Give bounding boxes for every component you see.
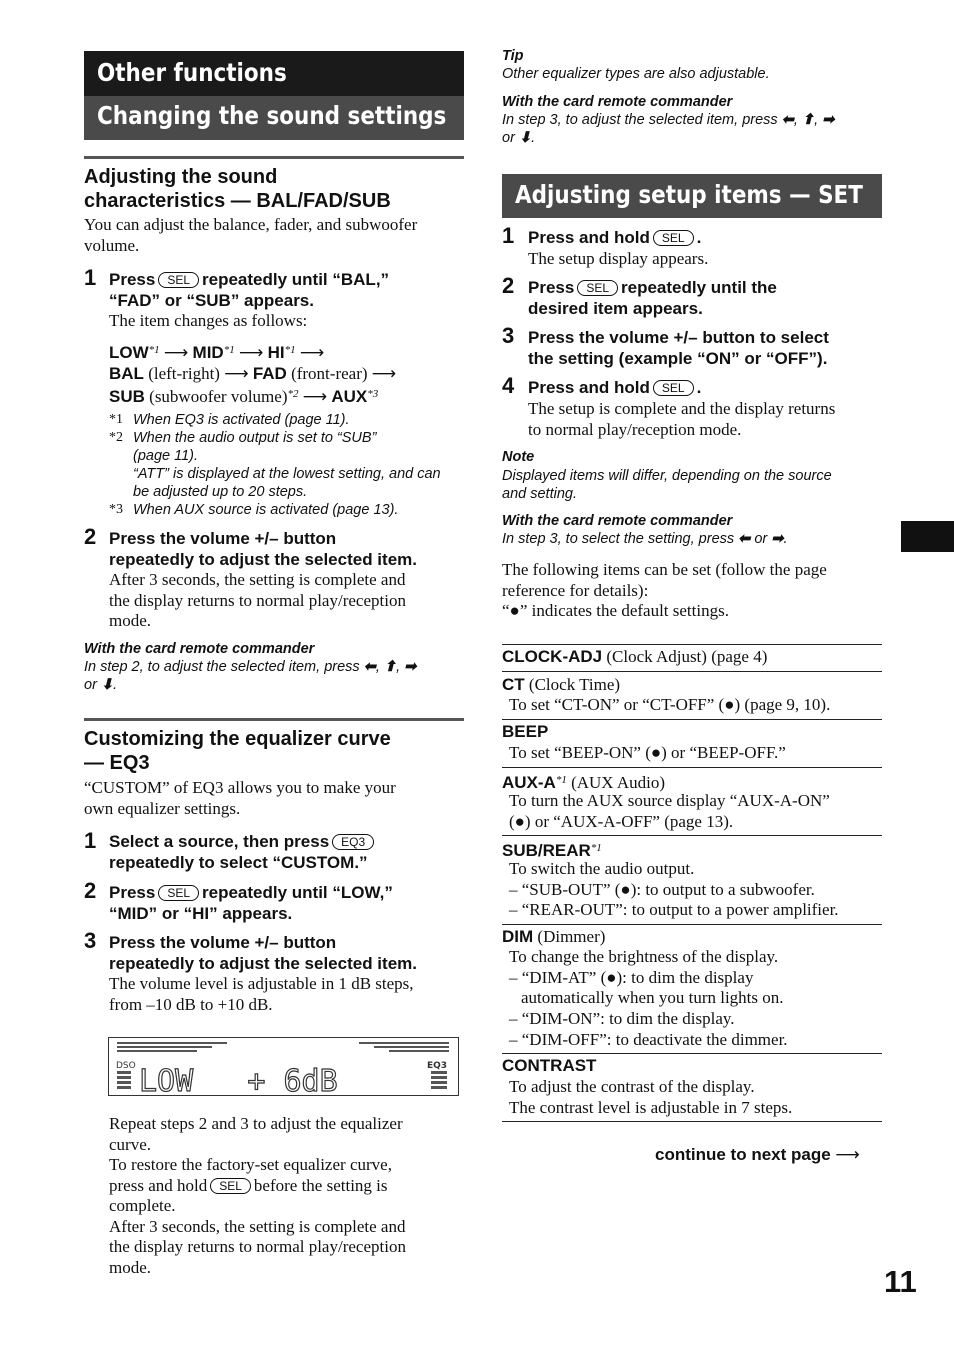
lcd-main-text: LOW + 6dB [139,1064,338,1095]
sub-desc: To switch the audio output. – “SUB-OUT” (●): to output to a subwoofer. – “REAR-OUT”: to output to a power amplifier. [509,859,839,919]
arrow-right-icon: ⟶ [835,1145,860,1165]
section-banner-other-functions: Other functions [84,51,464,96]
set-step1-body: The setup display appears. [528,249,709,268]
eq-step1-heading: Select a source, then press EQ3 repeatedly to select “CUSTOM.” [109,832,469,873]
eq-step3-body: The volume level is adjustable in 1 dB steps, from –10 dB to +10 dB. [109,974,414,1014]
lcd-dso-label: DSO [116,1061,136,1071]
note-title: Note [502,449,535,465]
sel-button-icon: SEL [158,272,199,288]
arrow-down-icon: ⬇ [100,677,114,693]
table-rule [502,835,882,836]
eq3-button-icon: EQ3 [332,834,374,850]
dim-desc-more: – “DIM-ON”: to dim the display. – “DIM-OFF”: to deactivate the dimmer. [509,1009,788,1049]
step-number: 2 [502,273,515,298]
dim-desc: To change the brightness of the display. – “DIM-AT” (●): to dim the display [509,947,779,987]
arrow-up-icon: ⬆ [801,112,815,128]
set-step2-heading: Press SEL repeatedly until the desired item appears. [528,278,777,318]
table-row-aux-a: AUX-$A^{*1}$ (AUX Audio) [502,773,666,792]
footnote-mark: *1 [109,412,123,427]
lcd-graphic [109,1038,458,1095]
eq-intro: “CUSTOM” of EQ3 allows you to make your own equalizer settings. [84,778,396,818]
arrow-up-icon: ⬆ [383,659,397,675]
footnote-mark: *2 [109,430,123,445]
sel-button-icon: SEL [653,380,694,396]
table-row-beep: BEEP [502,722,549,741]
contrast-desc: To adjust the contrast of the display. The contrast level is adjustable in 7 steps. [509,1077,793,1117]
arrow-right-icon: ⟶ [302,387,328,407]
arrow-down-icon: ⬇ [518,130,532,146]
arrow-left-icon: ⬅ [781,112,794,128]
sel-button-icon: SEL [210,1178,251,1194]
step-number: 1 [84,265,97,290]
section-banner-changing-sound: Changing the sound settings [84,96,464,140]
bal-heading: Adjusting the sound characteristics — BAL/FAD/SUB [84,166,391,212]
set-step3-heading: Press the volume +/– button to select the setting (example “ON” or “OFF”). [528,328,829,368]
sel-button-icon: SEL [653,230,694,246]
remote-title: With the card remote commander [502,94,733,110]
default-dot-icon: ● [509,601,520,620]
arrow-right-icon: ⟶ [371,363,397,384]
footnote-mark: *3 [109,502,123,517]
bal-intro: You can adjust the balance, fader, and subwoofer volume. [84,215,418,255]
remote-title: With the card remote commander [502,513,733,529]
heading-rule [84,156,464,159]
arrow-right-icon: ⟶ [299,343,325,363]
continue-to-next-page: continue to next page ⟶ [655,1145,860,1165]
table-row-dim: DIM (Dimmer) [502,927,606,946]
footnote-2: When the audio output is set to “SUB” (page 11). “ATT” is displayed at the lowest setting, and can be adjusted up to 20 steps. [133,430,441,500]
tip-title: Tip [502,48,524,64]
remote-title: With the card remote commander [84,641,315,657]
eq-step2-heading: Press SEL repeatedly until “LOW,” “MID” or “HI” appears. [109,883,393,923]
bal-step2-body: After 3 seconds, the setting is complete and the display returns to normal play/reception mode. [109,570,406,630]
chapter-tab [901,521,954,552]
eq-after-text: Repeat steps 2 and 3 to adjust the equalizer curve. To restore the factory-set equalizer curve, press and hold SEL before the setting is complete. After 3 seconds, the setting is complete and the display returns to normal play/reception mode. [109,1114,406,1277]
table-rule [502,924,882,925]
step-number: 3 [502,323,515,348]
step-number: 3 [84,928,97,953]
arrow-right-icon: ➡ [822,112,835,128]
aux-desc: To turn the AUX source display “AUX-A-ON” (●) or “AUX-A-OFF” (page 13). [509,791,830,831]
footnote-1: When EQ3 is activated (page 11). [133,412,350,428]
step-number: 4 [502,373,515,398]
table-rule [502,767,882,768]
arrow-left-icon: ⬅ [363,659,376,675]
remote-text: In step 3, to select the setting, press ⬅ or ➡. [502,531,788,547]
heading-rule [84,718,464,721]
step-number: 1 [502,223,515,248]
table-row-sub-rear: SUB/REAR$^{*1}$ [502,841,602,860]
beep-desc: To set “BEEP-ON” (●) or “BEEP-OFF.” [509,743,786,762]
note-text: Displayed items will differ, depending on the source and setting. [502,468,832,502]
eq-step3-heading: Press the volume +/– button repeatedly to adjust the selected item. [109,933,417,973]
table-row-ct: CT (Clock Time) [502,675,621,694]
step-number: 2 [84,524,97,549]
table-rule [502,1053,882,1054]
dim-desc-continued: automatically when you turn lights on. [521,988,784,1007]
tip-text: Other equalizer types are also adjustable. [502,66,770,82]
item-sequence: LOW$^{*1}$ ⟶ MID$^{*1}$ ⟶ HI$^{*1}$ ⟶ BAL (left-right) ⟶ FAD (front-rear) ⟶ SUB (subwoofer volume)$^{*2}$ ⟶ AUX$^{*3}$ [109,343,397,407]
bal-step1-body: The item changes as follows: [109,311,308,330]
arrow-left-icon: ⬅ [738,531,751,547]
remote-text: In step 3, to adjust the selected item, press ⬅, ⬆, ➡ or ⬇. [502,112,835,146]
lcd-eq3-label: EQ3 [427,1061,448,1071]
remote-text: In step 2, to adjust the selected item, press ⬅, ⬆, ➡ or ⬇. [84,659,417,693]
arrow-right-icon: ➡ [771,531,784,547]
lcd-display-illustration [108,1037,459,1096]
arrow-right-icon: ⟶ [163,343,189,363]
set-step1-heading: Press and hold SEL . [528,228,702,247]
eq-heading: Customizing the equalizer curve — EQ3 [84,728,391,774]
arrow-right-icon: ⟶ [238,343,264,363]
sel-button-icon: SEL [577,280,618,296]
table-rule [502,1121,882,1122]
table-row-clock-adj: CLOCK-ADJ (Clock Adjust) (page 4) [502,647,768,666]
table-rule [502,644,882,645]
step-number: 2 [84,878,97,903]
set-step4-body: The setup is complete and the display returns to normal play/reception mode. [528,399,836,439]
step-number: 1 [84,828,97,853]
following-items-intro: The following items can be set (follow the page reference for details): “●” indicates the default settings. [502,560,827,620]
section-banner-setup-items: Adjusting setup items — SET [502,174,882,218]
table-rule [502,671,882,672]
page-number: 11 [884,1264,917,1299]
table-row-contrast: CONTRAST [502,1056,597,1075]
bal-step1-heading: Press SEL repeatedly until “BAL,” “FAD” or “SUB” appears. [109,270,390,310]
arrow-right-icon: ➡ [404,659,417,675]
bal-step2-heading: Press the volume +/– button repeatedly to adjust the selected item. [109,529,417,569]
arrow-right-icon: ⟶ [224,363,249,384]
set-step4-heading: Press and hold SEL . [528,378,702,397]
footnote-3: When AUX source is activated (page 13). [133,502,399,518]
ct-desc: To set “CT-ON” or “CT-OFF” (●) (page 9, 10). [509,695,831,714]
table-rule [502,719,882,720]
sel-button-icon: SEL [158,885,199,901]
